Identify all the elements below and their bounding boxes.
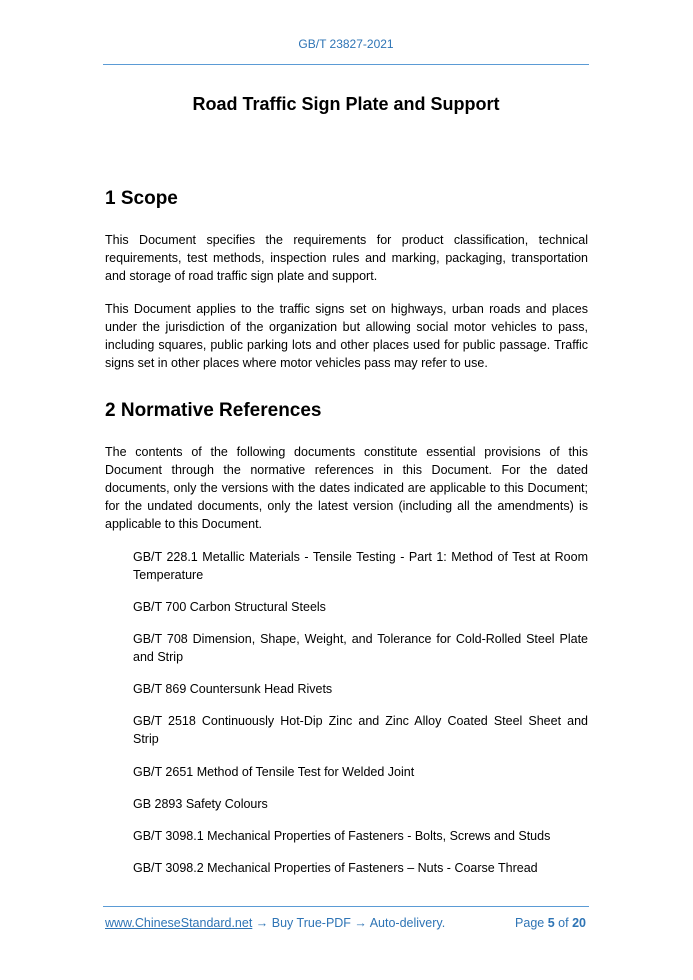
footer-tagline: → Buy True-PDF → Auto-delivery. <box>252 916 446 930</box>
section-heading-normative-references: 2 Normative References <box>105 400 322 421</box>
page-indicator <box>500 916 586 930</box>
reference-item: GB/T 708 Dimension, Shape, Weight, and Tolerance for Cold-Rolled Steel Plate and Strip <box>133 632 588 664</box>
scope-paragraph-2: This Document applies to the traffic signs set on highways, urban roads and places under the jurisdiction of the organization but allowing social motor vehicles to pass, including squares, public parking lots and other places used for public passage. Traffic signs set in other places where motor vehicles pass may refer to use. <box>105 302 588 370</box>
current-page-number: 5 <box>547 916 555 930</box>
section-heading-scope: 1 Scope <box>105 188 178 209</box>
page-label: Page <box>515 916 545 930</box>
reference-item: GB 2893 Safety Colours <box>133 797 268 811</box>
reference-item: GB/T 228.1 Metallic Materials - Tensile Testing - Part 1: Method of Test at Room Temperature <box>133 550 588 582</box>
scope-paragraph-1: This Document specifies the requirements for product classification, technical requirements, test methods, inspection rules and marking, packaging, transportation and storage of road traffic sign plate and support. <box>105 233 588 283</box>
page-of-label: of <box>558 916 569 930</box>
reference-item: GB/T 2651 Method of Tensile Test for Welded Joint <box>133 765 415 779</box>
document-code-header: GB/T 23827-2021 <box>298 37 394 51</box>
document-title: Road Traffic Sign Plate and Support <box>192 94 500 114</box>
reference-item: GB/T 2518 Continuously Hot-Dip Zinc and Zinc Alloy Coated Steel Sheet and Strip <box>133 714 588 746</box>
reference-item: GB/T 869 Countersunk Head Rivets <box>133 682 333 696</box>
references-intro-paragraph: The contents of the following documents constitute essential provisions of this Document through the normative references in this Document. For the dated documents, only the versions with the dates indicated are applicable to this Document; for the undated documents, only the latest version (including all the amendments) is applicable to this Document. <box>105 445 588 531</box>
footer-divider <box>103 906 589 907</box>
reference-item: GB/T 700 Carbon Structural Steels <box>133 600 326 614</box>
header-divider <box>103 64 589 65</box>
chinesestandard-link[interactable]: www.ChineseStandard.net <box>105 916 253 930</box>
reference-item: GB/T 3098.2 Mechanical Properties of Fasteners – Nuts - Coarse Thread <box>133 861 538 875</box>
footer-promo <box>105 916 445 930</box>
reference-item: GB/T 3098.1 Mechanical Properties of Fasteners - Bolts, Screws and Studs <box>133 829 551 843</box>
total-pages-number: 20 <box>572 916 586 930</box>
